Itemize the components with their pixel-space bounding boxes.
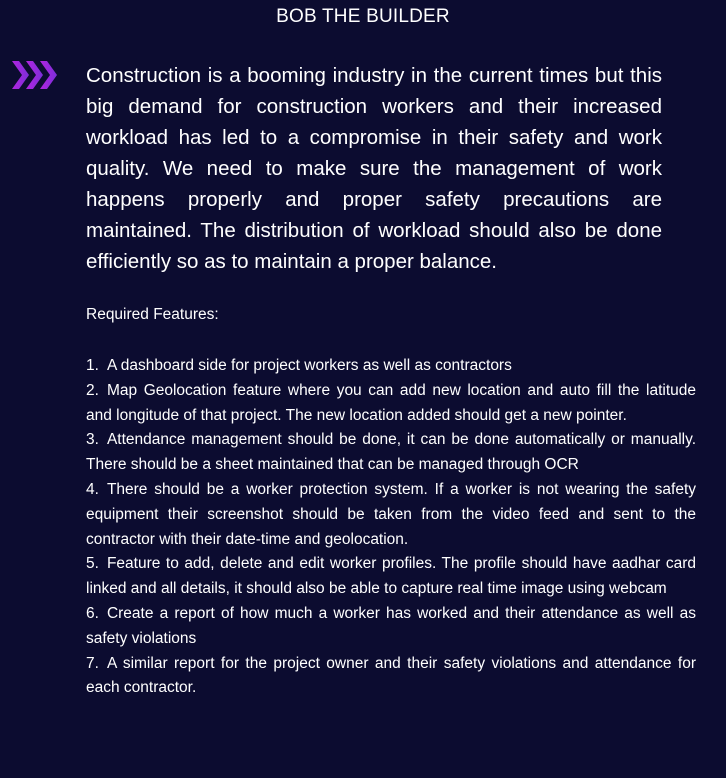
feature-item (86, 478, 696, 552)
feature-text: There should be a worker protection system. If a worker is not wearing the safety equipment their screenshot should be taken from the video feed and sent to the contractor with their date-time and geolocation. (86, 480, 696, 548)
feature-number: 2. (86, 381, 99, 399)
page-title: BOB THE BUILDER (276, 6, 450, 27)
required-features-heading: Required Features: (86, 306, 219, 323)
intro-paragraph: Construction is a booming industry in the current times but this big demand for construction workers and their increased workload has led to a compromise in their safety and work quality. We need to make sure the management of work happens properly and proper safety precautions are maintained. The distribution of workload should also be done efficiently so as to maintain a proper balance. (86, 64, 662, 273)
feature-text: Create a report of how much a worker has worked and their attendance as well as safety violations (86, 604, 696, 647)
feature-number: 5. (86, 555, 99, 573)
feature-number: 4. (86, 480, 99, 498)
feature-item (86, 379, 696, 429)
triple-chevron-right-icon (12, 61, 62, 89)
feature-item (86, 552, 696, 602)
feature-item (86, 428, 696, 478)
feature-text: Feature to add, delete and edit worker profiles. The profile should have aadhar card linked and all details, it should also be able to capture real time image using webcam (86, 555, 696, 598)
feature-item (86, 354, 696, 379)
feature-number: 6. (86, 604, 99, 622)
feature-text: A similar report for the project owner and their safety violations and attendance for each contractor. (86, 654, 696, 697)
feature-number: 3. (86, 431, 99, 449)
feature-number: 7. (86, 654, 99, 672)
feature-list (86, 354, 696, 701)
feature-text: Attendance management should be done, it can be done automatically or manually. There should be a sheet maintained that can be managed through OCR (86, 431, 696, 474)
feature-text: Map Geolocation feature where you can add new location and auto fill the latitude and longitude of that project. The new location added should get a new pointer. (86, 381, 696, 424)
feature-item (86, 602, 696, 652)
feature-text: A dashboard side for project workers as well as contractors (106, 357, 512, 374)
feature-number: 1. (86, 357, 99, 374)
feature-item (86, 652, 696, 702)
